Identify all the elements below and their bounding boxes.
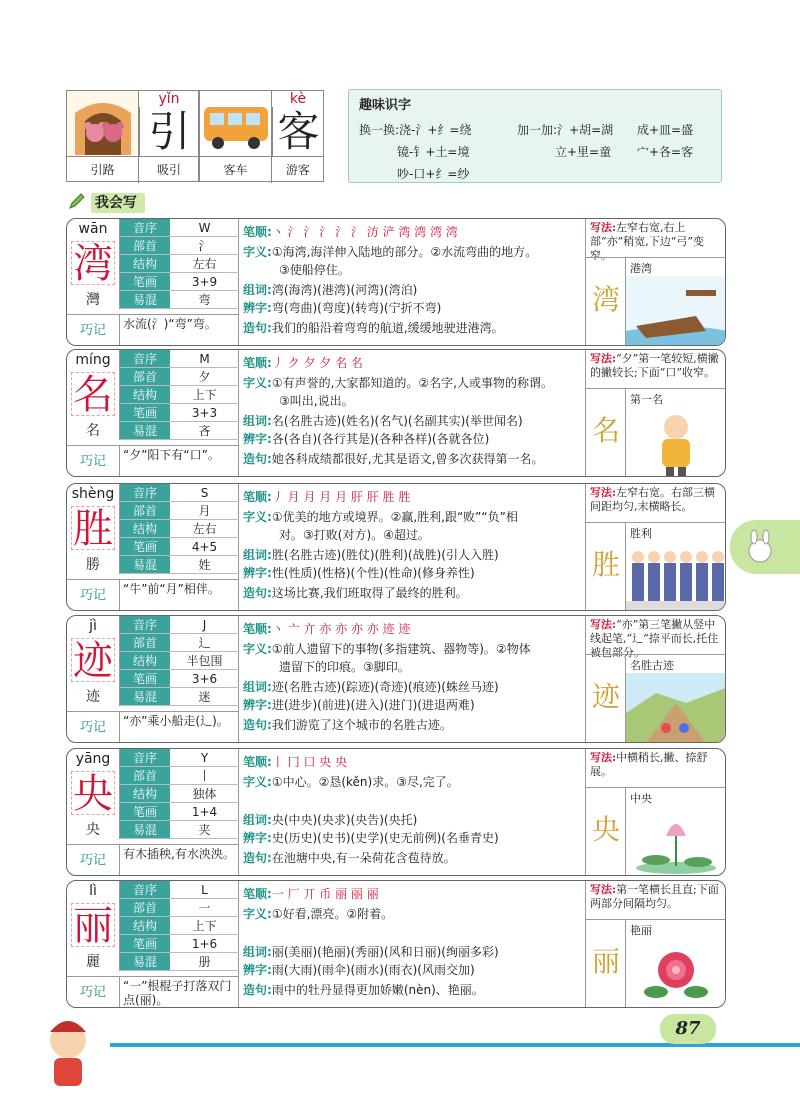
structure-value: 上下 [192,388,217,402]
method-label: 写法: [590,486,617,499]
char-info-pane [67,350,239,476]
practice-character: 央 [591,813,620,846]
sentence-text: 这场比赛,我们班取得了最终的胜利。 [271,586,468,600]
illustration [626,388,726,477]
structure-label: 结构 [120,917,170,934]
confuse-label: 易混 [120,556,170,573]
sentence-line [243,849,456,866]
meaning-line [243,905,393,922]
distinguish-text: 弯(弯曲)(弯度)(转弯)(宁折不弯) [271,301,442,315]
section-header [68,192,145,212]
structure-label: 结构 [120,652,170,669]
illustration-caption: 名胜古迹 [630,659,674,672]
distinguish-label: 辨字: [243,566,272,580]
meaning-label: 字义: [243,907,272,921]
meaning-text: ①有声誉的,大家都知道的。②名字,人或事物的称谓。 [271,376,553,390]
illustration-caption: 第一名 [630,393,663,406]
structure-value: 独体 [192,787,217,801]
strokes-label: 笔画 [120,273,170,290]
pencil-icon [68,192,86,214]
distinguish-line [243,829,499,846]
radical-label: 部首 [120,899,170,916]
structure-label: 结构 [120,386,170,403]
meaning-label: 字义: [243,245,272,259]
strokes-label: 笔画 [120,803,170,820]
traditional-character: 麗 [86,954,100,970]
fun-character-box [348,89,722,183]
radical-label: 部首 [120,767,170,784]
structure-label: 结构 [120,520,170,537]
distinguish-label: 辨字: [243,831,272,845]
sentence-text: 我们游览了这个城市的名胜古迹。 [271,718,452,732]
radical-label: 部首 [120,502,170,519]
structure-value: 左右 [192,257,217,271]
char-entry [66,349,726,477]
sentence-line [243,319,504,336]
writing-grid [586,787,626,876]
distinguish-line [243,430,489,447]
writing-grid [586,388,626,477]
traditional-character: 勝 [86,557,100,573]
char-info-pane [67,616,239,742]
fun-item: 镜-钅+土=境 [397,145,470,159]
traditional-character: 迹 [86,689,100,705]
sentence-label: 造句: [243,321,272,335]
word: 引路 [67,157,139,183]
stroke_order-text: 丶 氵 氵 氵 氵 氵 汸 浐 湾 湾 湾 湾 [271,225,458,239]
illustration [626,787,726,876]
traditional-character: 央 [86,822,100,838]
strokes-label: 笔画 [120,538,170,555]
order-label: 音序 [120,219,170,236]
radical-value: 夕 [198,370,211,384]
memo-label: 巧记 [67,314,119,346]
radical-value: 月 [198,504,211,518]
pinyin: wān [78,221,108,237]
writing-method [590,352,724,380]
meaning-text: ①海湾,海洋伸入陆地的部分。②水流弯曲的地方。 [271,245,538,259]
char-details [239,881,585,1007]
stroke_order-label: 笔顺: [243,490,272,504]
confuse-label: 易混 [120,953,170,970]
meaning-label: 字义: [243,376,272,390]
structure-label: 结构 [120,785,170,802]
method-text: 第一笔横长且直;下面两部分间隔均匀。 [590,883,719,910]
confuse-value: 姓 [198,558,211,572]
bus-illustration [200,91,272,157]
char-details [239,350,585,476]
writing-method [590,883,724,911]
stroke_order-text: 一 厂 丌 币 丽 丽 丽 [271,887,379,901]
stroke_order-line [243,488,410,505]
word: 游客 [285,163,310,177]
side-tab [730,520,800,574]
words-label: 组词: [243,548,272,562]
illustration [626,919,726,1008]
char-properties [119,749,239,839]
big-character: 湾 [73,241,113,287]
memo-text: 水流(氵)“弯”弯。 [119,314,239,346]
strokes-label: 笔画 [120,404,170,421]
method-label: 写法: [590,221,617,234]
distinguish-text: 进(进步)(前进)(进入)(进门)(进退两难) [271,698,475,712]
stroke_order-text: 丿 ク 夕 夕 名 名 [271,356,363,370]
char-properties [119,484,239,574]
method-label: 写法: [590,352,617,365]
distinguish-text: 性(性质)(性格)(个性)(性命)(修身养性) [271,566,475,580]
stroke_order-line [243,620,410,637]
meaning-continued: ③使船停住。 [279,263,350,277]
meaning-continued: ③叫出,说出。 [279,394,354,408]
sentence-text: 她各科成绩都很好,尤其是语文,曾多次获得第一名。 [271,452,544,466]
stroke_order-line [243,885,379,902]
fun-item: 加一加:氵+胡=湖 [517,123,614,137]
fun-item: 吵-口+纟=纱 [397,167,470,181]
words-text: 胜(名胜古迹)(胜仗)(胜利)(战胜)(引人入胜) [271,548,499,562]
meaning-continued: 遗留下的印痕。③脚印。 [279,660,410,674]
method-text: 左窄右宽,右上部“亦”稍宽,下边“弓”变窄。 [590,221,704,262]
distinguish-label: 辨字: [243,698,272,712]
illustration-caption: 艳丽 [630,924,652,937]
sentence-label: 造句: [243,586,272,600]
method-text: 中横稍长,撇、捺舒展。 [590,751,708,778]
sentence-label: 造句: [243,851,272,865]
practice-character: 迹 [591,680,620,713]
writing-grid [586,257,626,346]
writing-pane [585,749,726,875]
char-info-pane [67,219,239,345]
big-character: 胜 [73,506,113,552]
fun-item: 立+里=童 [555,145,612,159]
confuse-value: 吝 [198,424,211,438]
sentence-text: 雨中的牡丹显得更加娇嫩(nèn)、艳丽。 [271,983,484,997]
strokes-value: 1+6 [191,937,218,951]
order-value: M [199,352,210,366]
strokes-value: 3+6 [191,672,218,686]
meaning-text: ①好看,漂亮。②附着。 [271,907,394,921]
char-info-pane [67,484,239,610]
fun-item: 宀+各=客 [637,145,694,159]
char-properties [119,616,239,706]
method-text: “夕”第一笔较短,横撇的撇较长;下面“口”收窄。 [590,352,719,379]
stroke_order-line [243,753,347,770]
meaning-label: 字义: [243,510,272,524]
confuse-label: 易混 [120,422,170,439]
structure-value: 上下 [192,919,217,933]
words-text: 湾(海湾)(港湾)(河湾)(湾泊) [271,283,418,297]
meaning-line [243,243,537,260]
words-line [243,943,499,960]
illustration [626,257,726,346]
strokes-label: 笔画 [120,935,170,952]
stroke_order-label: 笔顺: [243,356,272,370]
words-label: 组词: [243,945,272,959]
words-line [243,412,523,429]
char-entry [66,615,726,743]
pinyin: kè [289,91,307,107]
memo-text: “亦”乘小船走(辶)。 [119,711,239,743]
memo-label: 巧记 [67,445,119,477]
writing-pane [585,616,726,742]
practice-character: 胜 [591,548,620,581]
meaning-line [243,374,553,391]
fun-item: 成+皿=盛 [637,123,694,137]
distinguish-label: 辨字: [243,301,272,315]
distinguish-label: 辨字: [243,432,272,446]
memo-label: 巧记 [67,844,119,876]
top-card-ke [199,90,324,182]
radical-label: 部首 [120,237,170,254]
structure-value: 半包围 [186,654,223,668]
character: 引 [139,107,199,157]
words-label: 组词: [243,680,272,694]
sentence-label: 造句: [243,718,272,732]
distinguish-text: 雨(大雨)(雨伞)(雨水)(雨衣)(风雨交加) [271,963,475,977]
rabbit-icon [740,527,780,567]
method-label: 写法: [590,751,617,764]
strokes-label: 笔画 [120,670,170,687]
meaning-text: ①优美的地方或境界。②赢,胜利,跟“败”“负”相 [271,510,518,524]
memo-label: 巧记 [67,579,119,611]
writing-method [590,486,724,514]
order-label: 音序 [120,484,170,501]
words-line [243,546,499,563]
char-info-pane [67,881,239,1007]
stroke_order-text: 丶 亠 亣 亦 亦 亦 亦 迹 迹 [271,622,411,636]
page-number: 87 [660,1014,716,1044]
pinyin: yǐn [158,91,180,107]
words-line [243,811,417,828]
confuse-label: 易混 [120,688,170,705]
sentence-line [243,584,468,601]
method-text: 左窄右宽。右部三横间距均匀,末横略长。 [590,486,716,513]
distinguish-text: 各(各自)(各行其是)(各种各样)(各就各位) [271,432,490,446]
memo-text: “夕”阳下有“口”。 [119,445,239,477]
stroke_order-line [243,354,363,371]
char-properties [119,881,239,971]
writing-grid [586,654,626,743]
illustration [626,522,726,611]
stroke_order-text: 丨 冂 口 央 央 [271,755,348,769]
order-value: W [198,221,211,235]
confuse-value: 册 [198,955,211,969]
meaning-line [243,773,459,790]
order-label: 音序 [120,881,170,898]
word: 吸引 [156,163,181,177]
confuse-label: 易混 [120,291,170,308]
illustration-caption: 港湾 [630,262,652,275]
stroke_order-text: 丿 月 月 月 月 肝 肝 胜 胜 [271,490,411,504]
words-label: 组词: [243,414,272,428]
meaning-text: ①中心。②恳(kěn)求。③尽,完了。 [271,775,459,789]
order-label: 音序 [120,350,170,367]
strokes-value: 1+4 [191,805,218,819]
distinguish-line [243,696,475,713]
meaning-label: 字义: [243,775,272,789]
radical-value: 氵 [198,239,211,253]
traditional-character: 灣 [86,292,100,308]
order-label: 音序 [120,616,170,633]
radical-label: 部首 [120,368,170,385]
stroke_order-label: 笔顺: [243,622,272,636]
strokes-value: 3+9 [191,275,218,289]
fun-title: 趣味识字 [359,98,412,113]
method-label: 写法: [590,883,617,896]
meaning-line [243,508,518,525]
char-details [239,219,585,345]
fun-item: 换一换:浇-氵+纟=绕 [359,123,472,137]
sentence-text: 我们的船沿着弯弯的航道,缓缓地驶进港湾。 [271,321,504,335]
strokes-value: 4+5 [191,540,218,554]
writing-pane [585,350,726,476]
structure-value: 左右 [192,522,217,536]
words-label: 组词: [243,813,272,827]
practice-character: 丽 [591,945,620,978]
distinguish-label: 辨字: [243,963,272,977]
big-character: 迹 [73,638,113,684]
order-value: J [202,618,207,632]
distinguish-line [243,961,475,978]
words-label: 组词: [243,283,272,297]
order-value: Y [200,751,209,765]
radical-value: 丨 [198,769,211,783]
structure-label: 结构 [120,255,170,272]
practice-character: 湾 [591,283,620,316]
order-value: S [200,486,209,500]
char-details [239,749,585,875]
char-entry [66,483,726,611]
meaning-continued: 对。③打败(对方)。④超过。 [279,528,430,542]
sentence-line [243,716,452,733]
char-entry [66,748,726,876]
section-title: 我会写 [91,193,145,213]
words-text: 名(名胜古迹)(姓名)(名气)(名副其实)(举世闻名) [271,414,523,428]
character: 客 [272,107,324,157]
memo-text: “一”根棍子打落双门点(丽)。 [119,976,239,1008]
mice-gate-illustration [67,91,139,157]
radical-label: 部首 [120,634,170,651]
char-details [239,484,585,610]
illustration-caption: 中央 [630,792,652,805]
char-info-pane [67,749,239,875]
writing-method [590,751,724,779]
words-text: 迹(名胜古迹)(踪迹)(奇迹)(痕迹)(蛛丝马迹) [271,680,499,694]
confuse-value: 夹 [198,823,211,837]
char-entry [66,218,726,346]
stroke_order-label: 笔顺: [243,225,272,239]
distinguish-text: 史(历史)(史书)(史学)(史无前例)(名垂青史) [271,831,499,845]
words-line [243,281,417,298]
sentence-line [243,981,484,998]
order-value: L [201,883,208,897]
writing-pane [585,881,726,1007]
radical-value: 一 [198,901,211,915]
char-details [239,616,585,742]
writing-grid [586,522,626,611]
big-character: 名 [73,372,113,418]
sentence-text: 在池塘中央,有一朵荷花含苞待放。 [271,851,456,865]
big-character: 央 [73,771,113,817]
method-text: “亦”第三笔撇从竖中线起笔,“辶”捺平而长,托住被包部分。 [590,618,719,659]
order-label: 音序 [120,749,170,766]
char-properties [119,350,239,440]
pinyin: yāng [75,751,111,767]
stroke_order-line [243,223,458,240]
sentence-line [243,450,543,467]
big-character: 丽 [73,903,113,949]
mascot-icon [36,1010,100,1094]
method-label: 写法: [590,618,617,631]
meaning-text: ①前人遗留下的事物(多指建筑、器物等)。②物体 [271,642,531,656]
words-line [243,678,499,695]
radical-value: 辶 [198,636,211,650]
words-text: 丽(美丽)(艳丽)(秀丽)(风和日丽)(绚丽多彩) [271,945,499,959]
writing-pane [585,484,726,610]
illustration-caption: 胜利 [630,527,652,540]
word: 客车 [200,157,272,183]
sentence-label: 造句: [243,983,272,997]
confuse-label: 易混 [120,821,170,838]
meaning-label: 字义: [243,642,272,656]
sentence-label: 造句: [243,452,272,466]
pinyin: míng [75,352,111,368]
pinyin: lì [89,883,97,899]
memo-label: 巧记 [67,976,119,1008]
meaning-line [243,640,531,657]
writing-grid [586,919,626,1008]
stroke_order-label: 笔顺: [243,755,272,769]
practice-character: 名 [591,414,620,447]
char-properties [119,219,239,309]
pinyin: jì [89,618,97,634]
distinguish-line [243,299,441,316]
stroke_order-label: 笔顺: [243,887,272,901]
memo-text: 有木插秧,有水泱泱。 [119,844,239,876]
confuse-value: 弯 [198,293,211,307]
top-card-yin [66,90,199,182]
char-entry [66,880,726,1008]
words-text: 央(中央)(央求)(央告)(央托) [271,813,418,827]
strokes-value: 3+3 [191,406,218,420]
confuse-value: 迷 [198,690,211,704]
distinguish-line [243,564,475,581]
memo-text: “牛”前“月”相伴。 [119,579,239,611]
memo-label: 巧记 [67,711,119,743]
pinyin: shèng [71,486,115,502]
illustration [626,654,726,743]
writing-pane [585,219,726,345]
traditional-character: 名 [86,423,100,439]
